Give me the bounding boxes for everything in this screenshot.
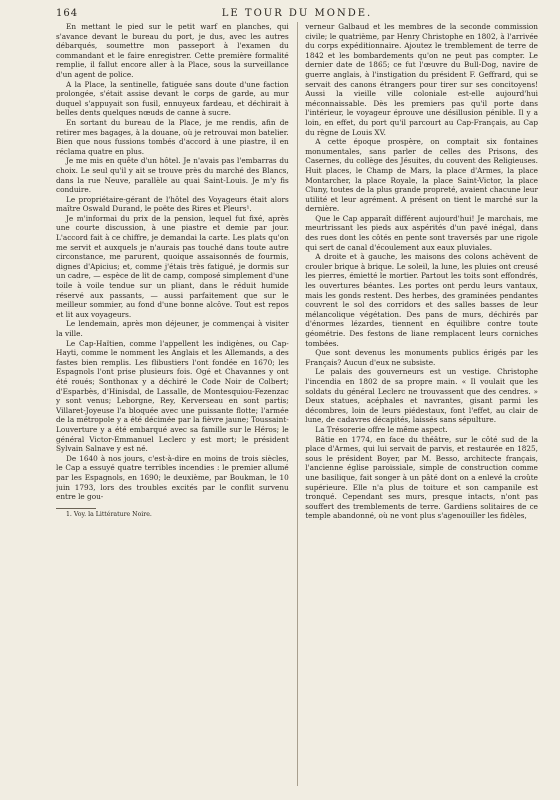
- paragraph: Je m'informai du prix de la pension, lequel fut fixé, après une courte discussion, à une piastre et demie par jour. L'accord fait à ce chiffre, je demandai la carte. Les plats qu'on me servit et auxquels je n'aurais pas touché dans toute autre circonstance, me parurent, quoique assaisonnés de fourmis, dignes d'Apicius; et, comme j'étais très fatigué, je dormis sur un cadre, — espèce de lit de camp, composé simplement d'une toile à voile tendue sur un pliant, dans le réduit humide réservé aux passants, — aussi parfaitement que sur le meilleur sommier, au fond d'une bonne alcôve. Tout est repos et lit aux voyageurs.: [56, 213, 289, 319]
- paragraph: verneur Galbaud et les membres de la seconde commission civile; le quatrième, par Henry Christophe en 1802, à l'arrivée du corps expéditionnaire. Ajoutez le tremblement de terre de 1842 et les bombardements qu'on ne peut pas compter. Le dernier date de 1865; ce fut l'œuvre du Bull-Dog, navire de guerre anglais, à l'instigation du président F. Geffrard, qui se servait des canons étrangers pour tirer sur ses concitoyens! Aussi la vieille ville coloniale est-elle aujourd'hui méconnaissable. Dès les premiers pas qu'il porte dans l'intérieur, le voyageur éprouve une désillusion pénible. Il y a loin, en effet, du port qu'il parcourt au Cap-Français, au Cap du règne de Louis XV.: [305, 22, 538, 137]
- paragraph: Le palais des gouverneurs est un vestige. Christophe l'incendia en 1802 de sa propre main. « Il voulait que les soldats du général Leclerc ne trouvassent que des cendres. » Deux statues, acéphales et navrantes, gisant parmi les décombres, loin de leurs piédestaux, font l'effet, au clair de lune, de cadavres décapités, laissés sans sépulture.: [305, 367, 538, 425]
- paragraph: A cette époque prospère, on comptait six fontaines monumentales, sans parler de celles des Prisons, des Casernes, du collège des Jésuites, du couvent des Religieuses. Huit places, le Champ de Mars, la place d'Armes, la place Montarcher, la place Royale, la place Saint-Victor, la place Cluny, toutes de la plus grande propreté, avaient chacune leur utilité et leur agrément. A présent on tient le marché sur la dernière.: [305, 137, 538, 214]
- paragraph: Le propriétaire-gérant de l'hôtel des Voyageurs était alors maître Oswald Durand, le poëte des Rires et Pleurs¹.: [56, 194, 289, 214]
- footnote-rule: [56, 508, 96, 509]
- paragraph: De 1640 à nos jours, c'est-à-dire en moins de trois siècles, le Cap a essuyé quatre terribles incendies : le premier allumé par les Espagnols, en 1690; le deuxième, par Boukman, le 10 juin 1793, lors des troubles excités par le conflit survenu entre le gou-: [56, 453, 289, 502]
- paragraph: Que le Cap apparaît différent aujourd'hui! Je marchais, me meurtrissant les pieds aux aspérités d'un pavé inégal, dans des rues dont les côtés en pente sont traversés par une rigole qui sert de canal d'écoulement aux eaux pluviales.: [305, 213, 538, 252]
- paragraph: Que sont devenus les monuments publics érigés par les Français? Aucun d'eux ne subsiste.: [305, 348, 538, 367]
- paragraph: Je me mis en quête d'un hôtel. Je n'avais pas l'embarras du choix. Le seul qu'il y ait se trouve près du marché des Blancs, dans la rue Neuve, parallèle au quai Saint-Louis. Je m'y fis conduire.: [56, 156, 289, 195]
- page-header: [56, 8, 538, 22]
- column-divider: [297, 22, 298, 786]
- text-columns: [56, 22, 538, 786]
- footnote: 1. Voy. la Littérature Noire.: [66, 510, 152, 518]
- paragraph: En mettant le pied sur le petit warf en planches, qui s'avance devant le bureau du port, je dus, avec les autres débarqués, soumettre mon passeport à l'examen du commandant et le faire enregistrer. Cette première formalité remplie, il fallut encore aller à la Place, sous la surveillance d'un agent de police.: [56, 22, 289, 79]
- paragraph: Le Cap-Haïtien, comme l'appellent les indigènes, ou Cap-Hayti, comme le nomment les Anglais et les Allemands, a des fastes bien remplis. Les flibustiers l'ont fondée en 1670; les Espagnols l'ont prise plusieurs fois. Ogé et Chavannes y ont été roués; Sonthonax y a déchiré le Code Noir de Colbert; d'Esparbès, d'Hinisdal, de Lassalle, de Montesquiou-Fezenzac y sont venus; Leborgne, Rey, Kerverseau en sont partis; Villaret-Joyeuse l'a bloquée avec une puissante flotte; l'armée de la métropole y a été décimée par la fièvre jaune; Toussaint-Louverture y a été embarqué avec sa famille sur le Héros; le général Victor-Emmanuel Leclerc y est mort; le président Sylvain Salnave y est né.: [56, 338, 289, 454]
- paragraph: Bâtie en 1774, en face du théâtre, sur le côté sud de la place d'Armes, qui lui servait de parvis, et restaurée en 1825, sous le président Boyer, par M. Besso, architecte français, l'ancienne église paroissiale, simple de construction comme une basilique, fait songer à un pâté dont on a enlevé la croûte supérieure. Elle n'a plus de toiture et son campanile est tronqué. Cependant ses murs, presque intacts, n'ont pas souffert des tremblements de terre. Gardiens solitaires de ce temple abandonné, où ne vont plus s'agenouiller les fidèles,: [305, 434, 538, 521]
- paragraph: A droite et à gauche, les maisons des colons achèvent de crouler brique à brique. Le soleil, la lune, les pluies ont creusé les pierres, émietté le mortier. Partout les toits sont effondrés, les ouvertures béantes. Les portes ont perdu leurs vantaux, mais les gonds restent. Des herbes, des graminées pendantes couvrent le sol des corridors et des salles basses de leur mélancolique végétation. Des pans de murs, déchirés par d'énormes lézardes, tiennent en équilibre contre toute géométrie. Des festons de liane remplacent leurs corniches tombées.: [305, 252, 538, 348]
- paragraph: Le lendemain, après mon déjeuner, je commençai à visiter la ville.: [56, 319, 289, 338]
- left-column: [56, 22, 289, 786]
- right-column: [305, 22, 538, 786]
- paragraph: En sortant du bureau de la Place, je me rendis, afin de retirer mes bagages, à la douane, où je retrouvai mon batelier. Bien que nous fussions tombés d'accord à une piastre, il en réclama quatre en plus.: [56, 117, 289, 156]
- paragraph: A la Place, la sentinelle, fatiguée sans doute d'une faction prolongée, s'était assise devant le corps de garde, au mur duquel s'appuyait son fusil, ennuyeux fardeau, et déchirait à belles dents quelques nœuds de canne à sucre.: [56, 79, 289, 118]
- page-number: 164: [56, 8, 79, 19]
- running-title: LE TOUR DU MONDE.: [221, 8, 373, 19]
- paragraph: La Trésorerie offre le même aspect.: [315, 424, 448, 434]
